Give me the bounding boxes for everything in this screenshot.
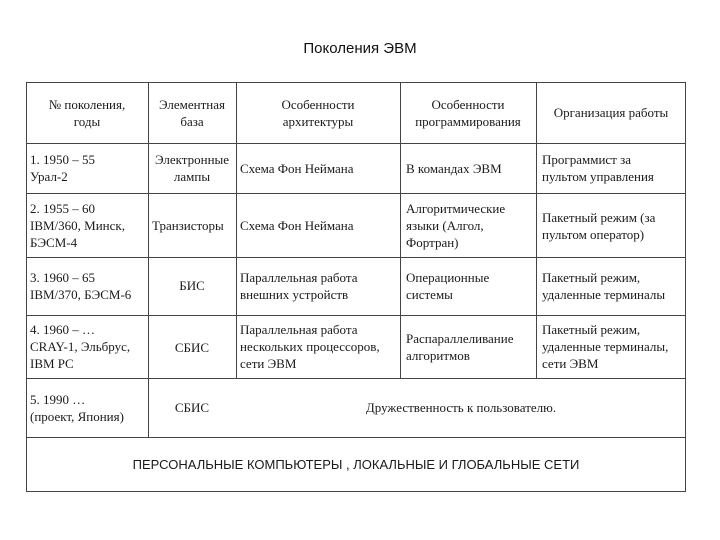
row2-generation: 2. 1955 – 60 IBM/360, Минск, БЭСМ-4 xyxy=(30,201,125,250)
row4-programming: Распараллеливание алгоритмов xyxy=(406,331,514,363)
row4-architecture: Параллельная работа нескольких процессоров, сети ЭВМ xyxy=(240,322,380,371)
row2-organization: Пакетный режим (за пультом оператор) xyxy=(542,210,656,242)
table-footer: ПЕРСОНАЛЬНЫЕ КОМПЬЮТЕРЫ , ЛОКАЛЬНЫЕ И ГЛОБАЛЬНЫЕ СЕТИ xyxy=(132,457,580,472)
row5-element-base: СБИС xyxy=(174,400,210,415)
row1-architecture: Схема Фон Неймана xyxy=(240,161,354,176)
row3-organization: Пакетный режим, удаленные терминалы xyxy=(542,270,666,302)
row3-generation: 3. 1960 – 65 IBM/370, БЭСМ-6 xyxy=(30,270,132,302)
generations-table xyxy=(26,82,686,492)
row1-organization: Программист за пультом управления xyxy=(542,152,654,184)
row4-element-base: СБИС xyxy=(174,340,210,355)
header-architecture: Особенности архитектуры xyxy=(281,97,355,129)
row3-architecture: Параллельная работа внешних устройств xyxy=(240,270,358,302)
row1-element-base: Электронные лампы xyxy=(154,152,230,184)
header-programming: Особенности программирования xyxy=(415,97,521,129)
row1-programming: В командах ЭВМ xyxy=(406,161,502,176)
row3-element-base: БИС xyxy=(179,278,205,293)
row2-programming: Алгоритмические языки (Алгол, Фортран) xyxy=(406,201,506,250)
row5-generation: 5. 1990 … (проект, Япония) xyxy=(30,392,124,424)
row4-organization: Пакетный режим, удаленные терминалы, сети ЭВМ xyxy=(542,322,669,371)
page-title: Поколения ЭВМ xyxy=(303,40,417,57)
row2-element-base: Транзисторы xyxy=(152,218,224,233)
row2-architecture: Схема Фон Неймана xyxy=(240,218,354,233)
row5-merged-feature: Дружественность к пользователю. xyxy=(365,400,557,415)
header-organization: Организация работы xyxy=(553,105,669,120)
row4-generation: 4. 1960 – … CRAY-1, Эльбрус, IBM PC xyxy=(30,322,131,371)
row3-programming: Операционные системы xyxy=(406,270,490,302)
header-element-base: Элементная база xyxy=(158,97,225,129)
header-generation: № поколения, годы xyxy=(48,97,126,129)
row1-generation: 1. 1950 – 55 Урал-2 xyxy=(30,152,95,184)
